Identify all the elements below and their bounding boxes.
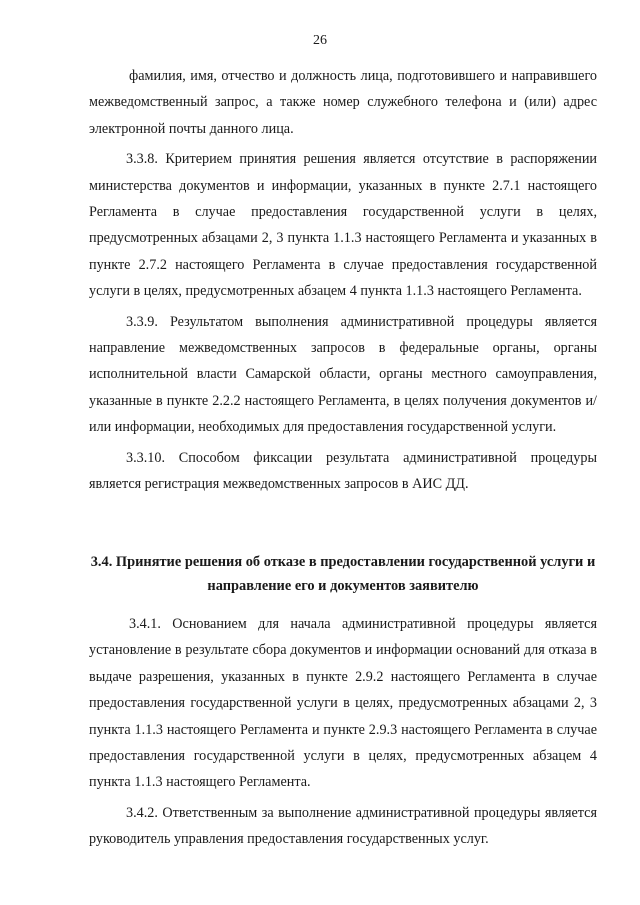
paragraph-3-3-10: 3.3.10. Способом фиксации результата административной процедуры является регистрация межведомственных запросов в АИС ДД. <box>89 449 597 493</box>
page-number: 26 <box>313 33 327 48</box>
text-block-lower <box>89 611 597 853</box>
text-block-upper <box>89 63 597 498</box>
paragraph-3-4-2: 3.4.2. Ответственным за выполнение административной процедуры является руководитель управления предоставления государственных услуг. <box>89 804 597 848</box>
section-heading-3-4: 3.4. Принятие решения об отказе в предоставлении государственной услуги и направление его и документов заявителю <box>90 554 596 594</box>
paragraph-3-4-1: 3.4.1. Основанием для начала административной процедуры является установление в результате сбора документов и информации оснований для отказа в выдаче разрешения, указанных в пункте 2.9.2 настоящего Регламента в случае предоставления государственной услуги в целях, предусмотренных абзацами 2, 3 пункта 1.1.3 настоящего Регламента и пункте 2.9.3 настоящего Регламента в случае предоставления государственной услуги в целях, предусмотренных абзацем 4 пункта 1.1.3 настоящего Регламента. <box>89 616 597 791</box>
paragraph-3-3-8: 3.3.8. Критерием принятия решения является отсутствие в распоряжении министерства документов и информации, указанных в пункте 2.7.1 настоящего Регламента в случае предоставления государственной услуги в целях, предусмотренных абзацами 2, 3 пункта 1.1.3 настоящего Регламента и указанных в пункте 2.7.2 настоящего Регламента в случае предоставления государственной услуги в целях, предусмотренных абзацем 4 пункта 1.1.3 настоящего Регламента. <box>89 151 597 300</box>
paragraph-3-3-9: 3.3.9. Результатом выполнения административной процедуры является направление межведомственных запросов в федеральные органы, органы исполнительной власти Самарской области, органы местного самоуправления, указанные в пункте 2.2.2 настоящего Регламента, в целях получения документов и/или информации, необходимых для предоставления государственной услуги. <box>89 313 597 436</box>
paragraph-contact-details: фамилия, имя, отчество и должность лица, подготовившего и направившего межведомственный запрос, а также номер служебного телефона и (или) адрес электронной почты данного лица. <box>89 68 597 137</box>
